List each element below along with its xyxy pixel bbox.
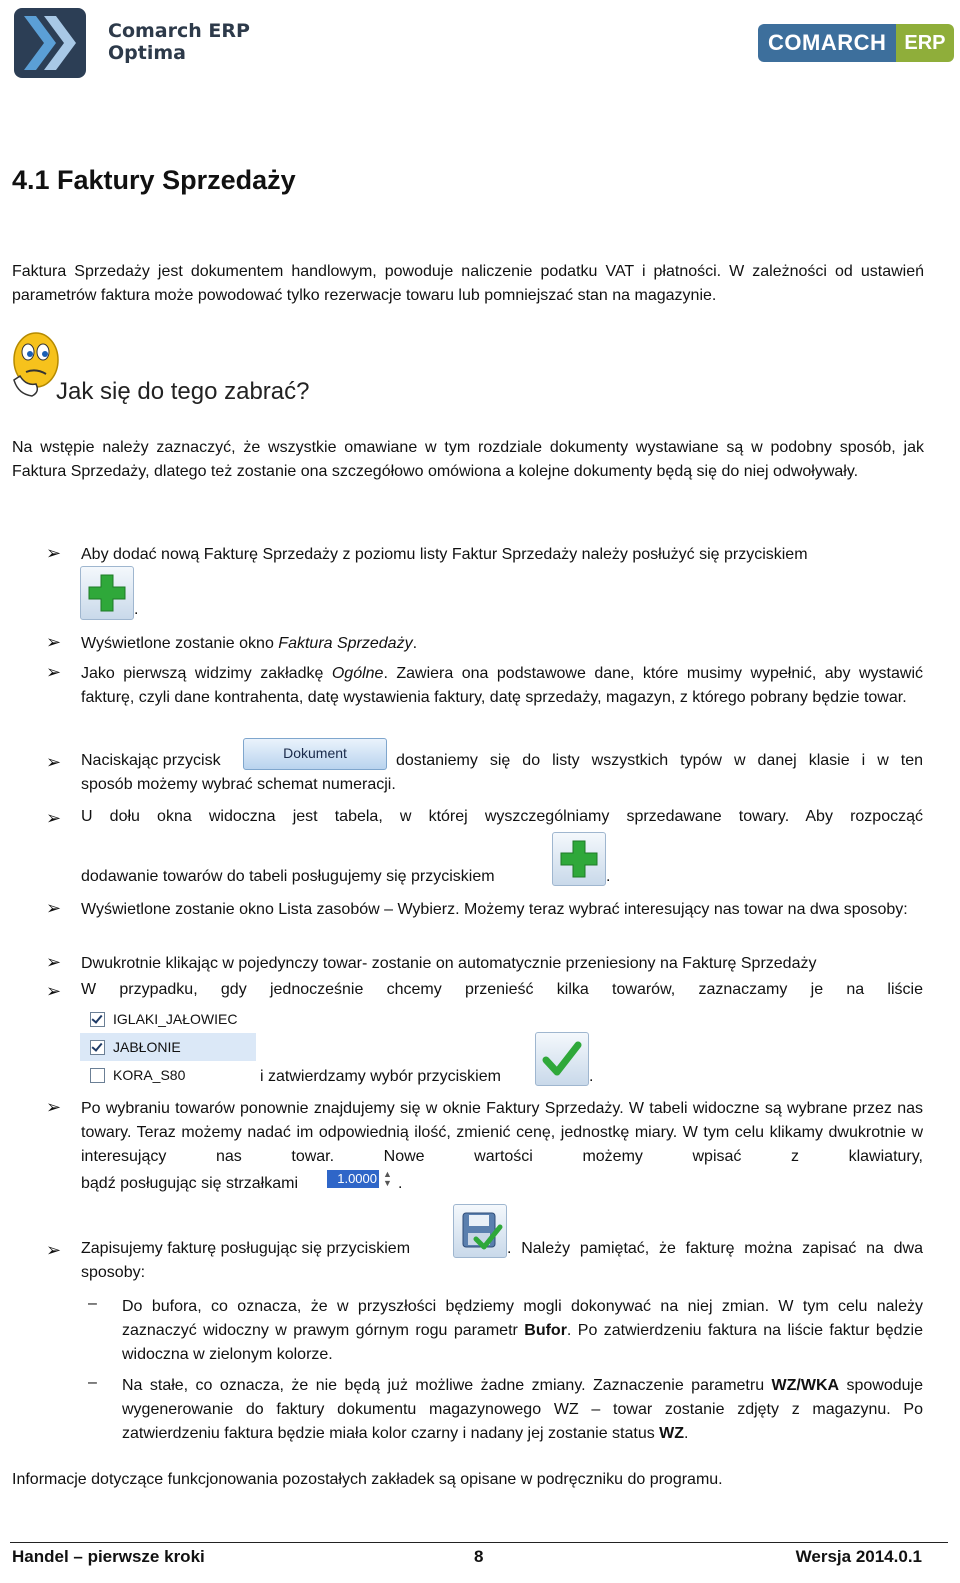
save-disk-icon: [454, 1205, 506, 1257]
bullet-dokument-post: dostaniemy się do listy wszystkich typów w danej klasie i w ten: [396, 752, 923, 769]
add-button[interactable]: [80, 566, 134, 620]
bullet-save-pre: Zapisujemy fakturę posługując się przyciskiem: [81, 1240, 411, 1257]
brand-logo-text: COMARCH: [758, 24, 896, 62]
footer-version: Wersja 2014.0.1: [795, 1547, 922, 1566]
bullet-dokument-pre: Naciskając przycisk: [81, 752, 221, 769]
dokument-button[interactable]: Dokument: [243, 738, 387, 770]
checklist-item-label: IGLAKI_JAŁOWIEC: [113, 1011, 238, 1027]
bullet-end-period: .: [134, 601, 139, 618]
brand-logo: [758, 24, 954, 62]
bullet-marker: ➢: [46, 662, 62, 682]
bullet-double-click: Dwukrotnie klikając w pojedynczy towar- zostanie on automatycznie przeniesiony na Fakturę Sprzedaży: [81, 955, 817, 972]
checklist-item-label: JABŁONIE: [113, 1039, 181, 1055]
bullet-marker: ➢: [46, 981, 62, 1001]
add-plus-icon: [87, 573, 127, 613]
footer-page-number: 8: [474, 1547, 484, 1566]
bullet-confirm-text: i zatwierdzamy wybór przyciskiem: [260, 1068, 501, 1085]
bullet-save-line2: sposoby:: [81, 1264, 146, 1281]
bullet-marker: ➢: [46, 898, 62, 918]
bullet-general-tab: Jako pierwszą widzimy zakładkę Ogólne. Zawiera ona podstawowe dane, które musimy wypełnić, aby wystawić fakturę, czyli dane kontrahenta, datę wystawienia faktury, datę sprzedaży, magazyn, z którego pobrany będzie towar.: [81, 665, 924, 706]
checkbox-icon[interactable]: [90, 1012, 105, 1027]
checklist-item[interactable]: [80, 1033, 256, 1061]
bullet-end-period: .: [398, 1175, 403, 1192]
checklist-item[interactable]: [80, 1061, 256, 1089]
bullet-end-period: .: [589, 1068, 594, 1085]
dash-permanent: Na stałe, co oznacza, że nie będą już możliwe żadne zmiany. Zaznaczenie parametru WZ/WKA spowoduje wygenerowanie do faktury dokumentu magazynowego WZ – towar zostanie zdjęty z magazynu. Po zatwierdzeniu faktura będzie miała kolor czarny i nadany jej zostanie status WZ.: [122, 1377, 923, 1442]
bullet-end-period: .: [606, 868, 611, 885]
dash-marker: –: [88, 1295, 97, 1312]
section-title: 4.1 Faktury Sprzedaży: [12, 165, 296, 195]
confirm-button[interactable]: [535, 1032, 589, 1086]
quantity-value[interactable]: 1.0000: [327, 1170, 379, 1188]
comarch-logo-icon: [14, 8, 86, 78]
dash-buffer: Do bufora, co oznacza, że w przyszłości będziemy mogli dokonywać na niej zmian. W tym celu należy zaznaczyć widoczny w prawym górnym rogu parametr Bufor. Po zatwierdzeniu faktura na liście faktur będzie widoczna w zielonym kolorze.: [122, 1298, 923, 1363]
bullet-add-invoice: Aby dodać nową Fakturę Sprzedaży z poziomu listy Faktur Sprzedaży należy posłużyć się przyciskiem: [81, 546, 808, 563]
checkbox-icon[interactable]: [90, 1068, 105, 1083]
bullet-dokument-line2: sposób możemy wybrać schemat numeracji.: [81, 776, 396, 793]
bullet-marker: ➢: [46, 808, 62, 828]
dash-marker: –: [88, 1374, 97, 1391]
bullet-table-line2: dodawanie towarów do tabeli posługujemy się przyciskiem: [81, 868, 495, 885]
bullet-marker: ➢: [46, 543, 62, 563]
bullet-marker: ➢: [46, 952, 62, 972]
bullet-arrows-text: bądź posługując się strzałkami: [81, 1175, 298, 1192]
footer-divider: [10, 1542, 948, 1543]
add-plus-icon: [559, 839, 599, 879]
bullet-window-opens: Wyświetlone zostanie okno Faktura Sprzedaży.: [81, 635, 418, 652]
howto-heading: Jak się do tego zabrać?: [56, 378, 310, 405]
closing-paragraph: Informacje dotyczące funkcjonowania pozostałych zakładek są opisane w podręczniku do programu.: [12, 1471, 723, 1488]
add-item-button[interactable]: [552, 832, 606, 886]
save-button[interactable]: [453, 1204, 507, 1258]
bullet-marker: ➢: [46, 1240, 62, 1260]
footer-left: Handel – pierwsze kroki: [12, 1547, 205, 1566]
bullet-marker: ➢: [46, 632, 62, 652]
bullet-multi-select: W przypadku, gdy jednocześnie chcemy przenieść kilka towarów, zaznaczamy je na liście: [81, 981, 923, 998]
checklist-item-label: KORA_S80: [113, 1067, 186, 1083]
confirm-check-icon: [536, 1033, 588, 1085]
brand-logo-suffix: ERP: [896, 24, 953, 62]
thinking-face-icon: [10, 330, 60, 404]
bullet-resource-list: Wyświetlone zostanie okno Lista zasobów – Wybierz. Możemy teraz wybrać interesujący nas towar na dwa sposoby:: [81, 901, 908, 918]
spinner-arrows-icon[interactable]: ▲ ▼: [383, 1169, 392, 1188]
bullet-marker: ➢: [46, 1097, 62, 1117]
intro-paragraph: Faktura Sprzedaży jest dokumentem handlowym, powoduje naliczenie podatku VAT i płatności. W zależności od ustawień parametrów faktura może powodować tylko rezerwacje towaru lub pomniejszać stan na magazynie.: [12, 263, 924, 304]
bullet-save-post: . Należy pamiętać, że fakturę można zapisać na dwa: [507, 1240, 923, 1257]
checklist-item[interactable]: [80, 1005, 256, 1033]
product-checklist: [80, 1005, 256, 1085]
quantity-stepper[interactable]: [327, 1170, 395, 1188]
checkbox-icon[interactable]: [90, 1040, 105, 1055]
product-title: Comarch ERP Optima: [108, 20, 250, 64]
lead-paragraph: Na wstępie należy zaznaczyć, że wszystkie omawiane w tym rozdziale dokumenty wystawiane są w podobny sposób, jak Faktura Sprzedaży, dlatego też zostanie ona szczegółowo omówiona a kolejne dokumenty będą się do niej odwoływały.: [12, 439, 924, 480]
bullet-marker: ➢: [46, 752, 62, 772]
bullet-edit-items: Po wybraniu towarów ponownie znajdujemy się w oknie Faktury Sprzedaży. W tabeli widoczne są wybrane przez nas towary. Teraz możemy nadać im odpowiednią ilość, zmienić cenę, jednostkę miary. W tym celu klikamy dwukrotnie w interesujący nas towar. Nowe wartości możemy wpisać z klawiatury,: [81, 1100, 923, 1165]
bullet-table-line1: U dołu okna widoczna jest tabela, w której wyszczególniamy sprzedawane towary. Aby rozpocząć: [81, 808, 923, 825]
